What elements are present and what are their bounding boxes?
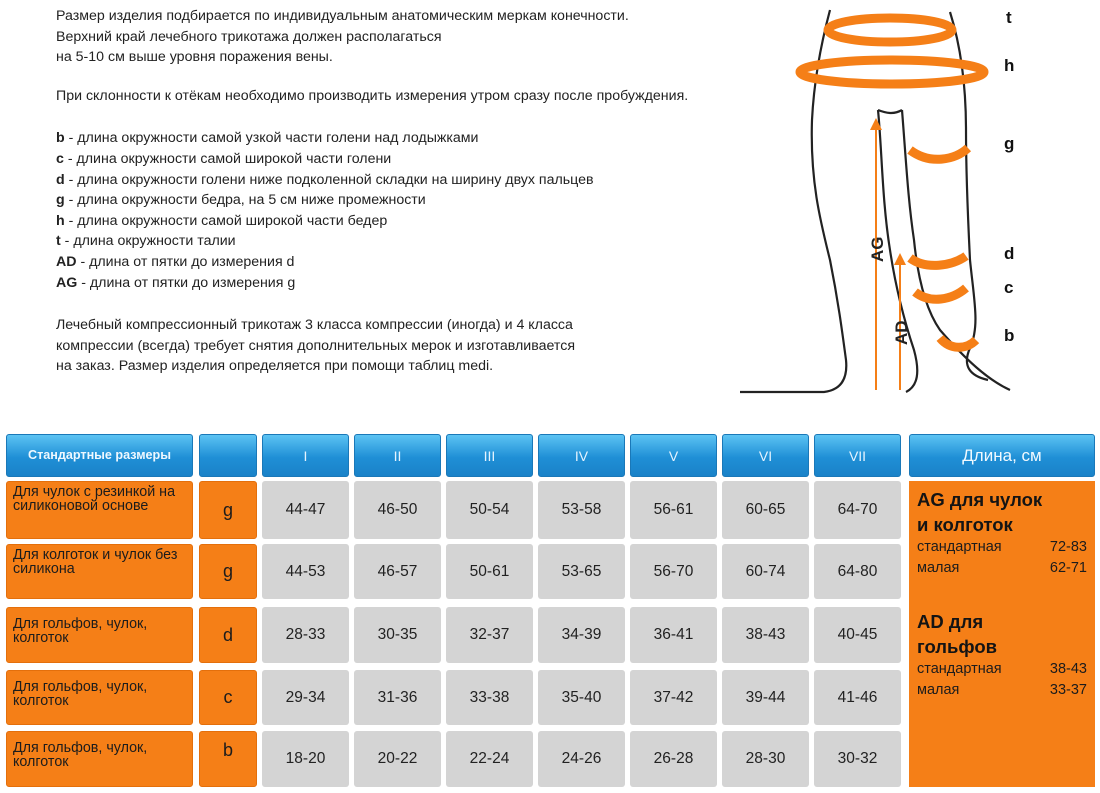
legend-item bbox=[56, 170, 796, 191]
table-cell: 33-38 bbox=[446, 670, 533, 725]
intro-line: на заказ. Размер изделия определяется при помощи таблиц medi. bbox=[56, 358, 494, 375]
header-length: Длина, см bbox=[909, 434, 1095, 477]
table-cell: 46-57 bbox=[354, 544, 441, 599]
header-standard-sizes: Стандартные размеры bbox=[6, 434, 193, 477]
diagram-label-b: b bbox=[1004, 326, 1015, 345]
table-cell: 38-43 bbox=[722, 607, 809, 663]
table-cell: 56-70 bbox=[630, 544, 717, 599]
table-cell: 53-58 bbox=[538, 481, 625, 539]
ad-row-small bbox=[917, 680, 1087, 701]
table-cell: 24-26 bbox=[538, 731, 625, 787]
table-cell: 60-65 bbox=[722, 481, 809, 539]
legend-item bbox=[56, 128, 796, 149]
row-letter: g bbox=[199, 544, 257, 599]
header-size-2: II bbox=[354, 434, 441, 477]
ag-standard-value: 72-83 bbox=[1049, 539, 1087, 555]
length-panel bbox=[909, 481, 1095, 787]
table-cell: 44-47 bbox=[262, 481, 349, 539]
ag-row-standard bbox=[917, 537, 1087, 558]
table-cell: 28-33 bbox=[262, 607, 349, 663]
table-cell: 53-65 bbox=[538, 544, 625, 599]
row-label: Для гольфов, чулок, колготок bbox=[6, 670, 193, 725]
ag-standard-name: стандартная bbox=[917, 539, 1002, 555]
table-cell: 34-39 bbox=[538, 607, 625, 663]
legend-key: AG bbox=[56, 274, 78, 291]
axis-ag-label: AG bbox=[868, 236, 887, 262]
table-cell: 26-28 bbox=[630, 731, 717, 787]
legend-text: - длина от пятки до измерения d bbox=[76, 253, 295, 270]
diagram-label-g: g bbox=[1004, 134, 1015, 153]
ag-small-name: малая bbox=[917, 560, 960, 576]
diagram-label-c: c bbox=[1004, 278, 1014, 297]
ankle-arc-b bbox=[940, 338, 976, 347]
legend-key: b bbox=[56, 130, 65, 147]
header-size-1: I bbox=[262, 434, 349, 477]
legend-key: AD bbox=[56, 253, 77, 270]
ad-standard-name: стандартная bbox=[917, 661, 1002, 677]
row-letter: c bbox=[199, 670, 257, 725]
intro-edema-note: При склонности к отёкам необходимо производить измерения утром сразу после пробуждения. bbox=[56, 87, 689, 104]
intro-line: компрессии (всегда) требует снятия дополнительных мерок и изготавливается bbox=[56, 337, 576, 354]
ad-small-value: 33-37 bbox=[1049, 682, 1087, 698]
row-letter: b bbox=[199, 731, 257, 787]
legend-text: - длина окружности голени ниже подколенной складки на ширину двух пальцев bbox=[64, 171, 594, 188]
diagram-label-h: h bbox=[1004, 56, 1015, 75]
intro-line: на 5-10 см выше уровня поражения вены. bbox=[56, 49, 333, 66]
waist-ring-t bbox=[828, 18, 952, 42]
legend-text: - длина окружности талии bbox=[60, 233, 236, 250]
table-cell: 32-37 bbox=[446, 607, 533, 663]
legend-item bbox=[56, 231, 796, 252]
table-cell: 36-41 bbox=[630, 607, 717, 663]
legend-text: - длина окружности самой узкой части голени над лодыжками bbox=[64, 130, 479, 147]
intro-text bbox=[56, 6, 796, 377]
header-size-7: VII bbox=[814, 434, 901, 477]
table-cell: 29-34 bbox=[262, 670, 349, 725]
table-cell: 20-22 bbox=[354, 731, 441, 787]
ag-small-value: 62-71 bbox=[1049, 560, 1087, 576]
table-cell: 37-42 bbox=[630, 670, 717, 725]
intro-line: Верхний край лечебного трикотажа должен располагаться bbox=[56, 28, 442, 45]
leg-diagram bbox=[730, 0, 1100, 400]
table-cell: 50-61 bbox=[446, 544, 533, 599]
table-cell: 44-53 bbox=[262, 544, 349, 599]
diagram-label-d: d bbox=[1004, 244, 1015, 263]
table-cell: 46-50 bbox=[354, 481, 441, 539]
intro-line: Размер изделия подбирается по индивидуальным анатомическим меркам конечности. bbox=[56, 8, 629, 24]
ad-small-name: малая bbox=[917, 682, 960, 698]
table-cell: 30-35 bbox=[354, 607, 441, 663]
table-cell: 31-36 bbox=[354, 670, 441, 725]
table-cell: 64-70 bbox=[814, 481, 901, 539]
table-cell: 41-46 bbox=[814, 670, 901, 725]
row-label: Для гольфов, чулок, колготок bbox=[6, 607, 193, 663]
ag-title-line1: AG для чулок bbox=[917, 489, 1043, 510]
legend-item bbox=[56, 252, 796, 273]
ag-row-small bbox=[917, 558, 1087, 579]
ag-title-line2: и колготок bbox=[917, 514, 1013, 535]
ad-title-line1: AD для bbox=[917, 611, 984, 632]
legend-text: - длина окружности бедра, на 5 см ниже промежности bbox=[64, 192, 426, 209]
legend-item bbox=[56, 190, 796, 211]
hip-ring-h bbox=[800, 60, 984, 84]
row-letter: d bbox=[199, 607, 257, 663]
legend-item bbox=[56, 149, 796, 170]
table-cell: 18-20 bbox=[262, 731, 349, 787]
ad-title-line2: гольфов bbox=[917, 636, 998, 657]
legend-key: d bbox=[56, 171, 65, 188]
table-cell: 35-40 bbox=[538, 670, 625, 725]
legend-text: - длина окружности самой широкой части голени bbox=[63, 150, 392, 167]
header-size-5: V bbox=[630, 434, 717, 477]
row-label: Для колготок и чулок без силикона bbox=[6, 544, 193, 599]
ad-row-standard bbox=[917, 659, 1087, 680]
table-cell: 56-61 bbox=[630, 481, 717, 539]
legend-key: t bbox=[56, 233, 61, 250]
legend-text: - длина от пятки до измерения g bbox=[77, 274, 296, 291]
row-letter: g bbox=[199, 481, 257, 539]
header-letter-blank bbox=[199, 434, 257, 477]
row-label: Для чулок с резинкой на силиконовой основе bbox=[6, 481, 193, 539]
legend-key: c bbox=[56, 150, 64, 167]
legend-key: h bbox=[56, 212, 65, 229]
table-cell: 39-44 bbox=[722, 670, 809, 725]
header-size-3: III bbox=[446, 434, 533, 477]
leg-outline-illustration bbox=[730, 0, 1100, 400]
diagram-label-t: t bbox=[1006, 8, 1012, 27]
axis-ad-label: AD bbox=[892, 320, 911, 345]
table-cell: 28-30 bbox=[722, 731, 809, 787]
ad-standard-value: 38-43 bbox=[1049, 661, 1087, 677]
table-cell: 22-24 bbox=[446, 731, 533, 787]
measurement-arrows bbox=[800, 18, 984, 347]
legend-text: - длина окружности самой широкой части бедер bbox=[64, 212, 388, 229]
header-size-4: IV bbox=[538, 434, 625, 477]
table-cell: 30-32 bbox=[814, 731, 901, 787]
table-cell: 64-80 bbox=[814, 544, 901, 599]
header-size-6: VI bbox=[722, 434, 809, 477]
legend-item bbox=[56, 211, 796, 232]
table-cell: 60-74 bbox=[722, 544, 809, 599]
legend-list bbox=[56, 128, 796, 293]
legend-item bbox=[56, 273, 796, 294]
table-cell: 50-54 bbox=[446, 481, 533, 539]
intro-line: Лечебный компрессионный трикотаж 3 класса компрессии (иногда) и 4 класса bbox=[56, 317, 573, 334]
thigh-arc-g bbox=[910, 148, 968, 159]
row-label: Для гольфов, чулок, колготок bbox=[6, 731, 193, 787]
table-cell: 40-45 bbox=[814, 607, 901, 663]
knee-arc-d bbox=[910, 256, 966, 265]
legend-key: g bbox=[56, 192, 65, 209]
